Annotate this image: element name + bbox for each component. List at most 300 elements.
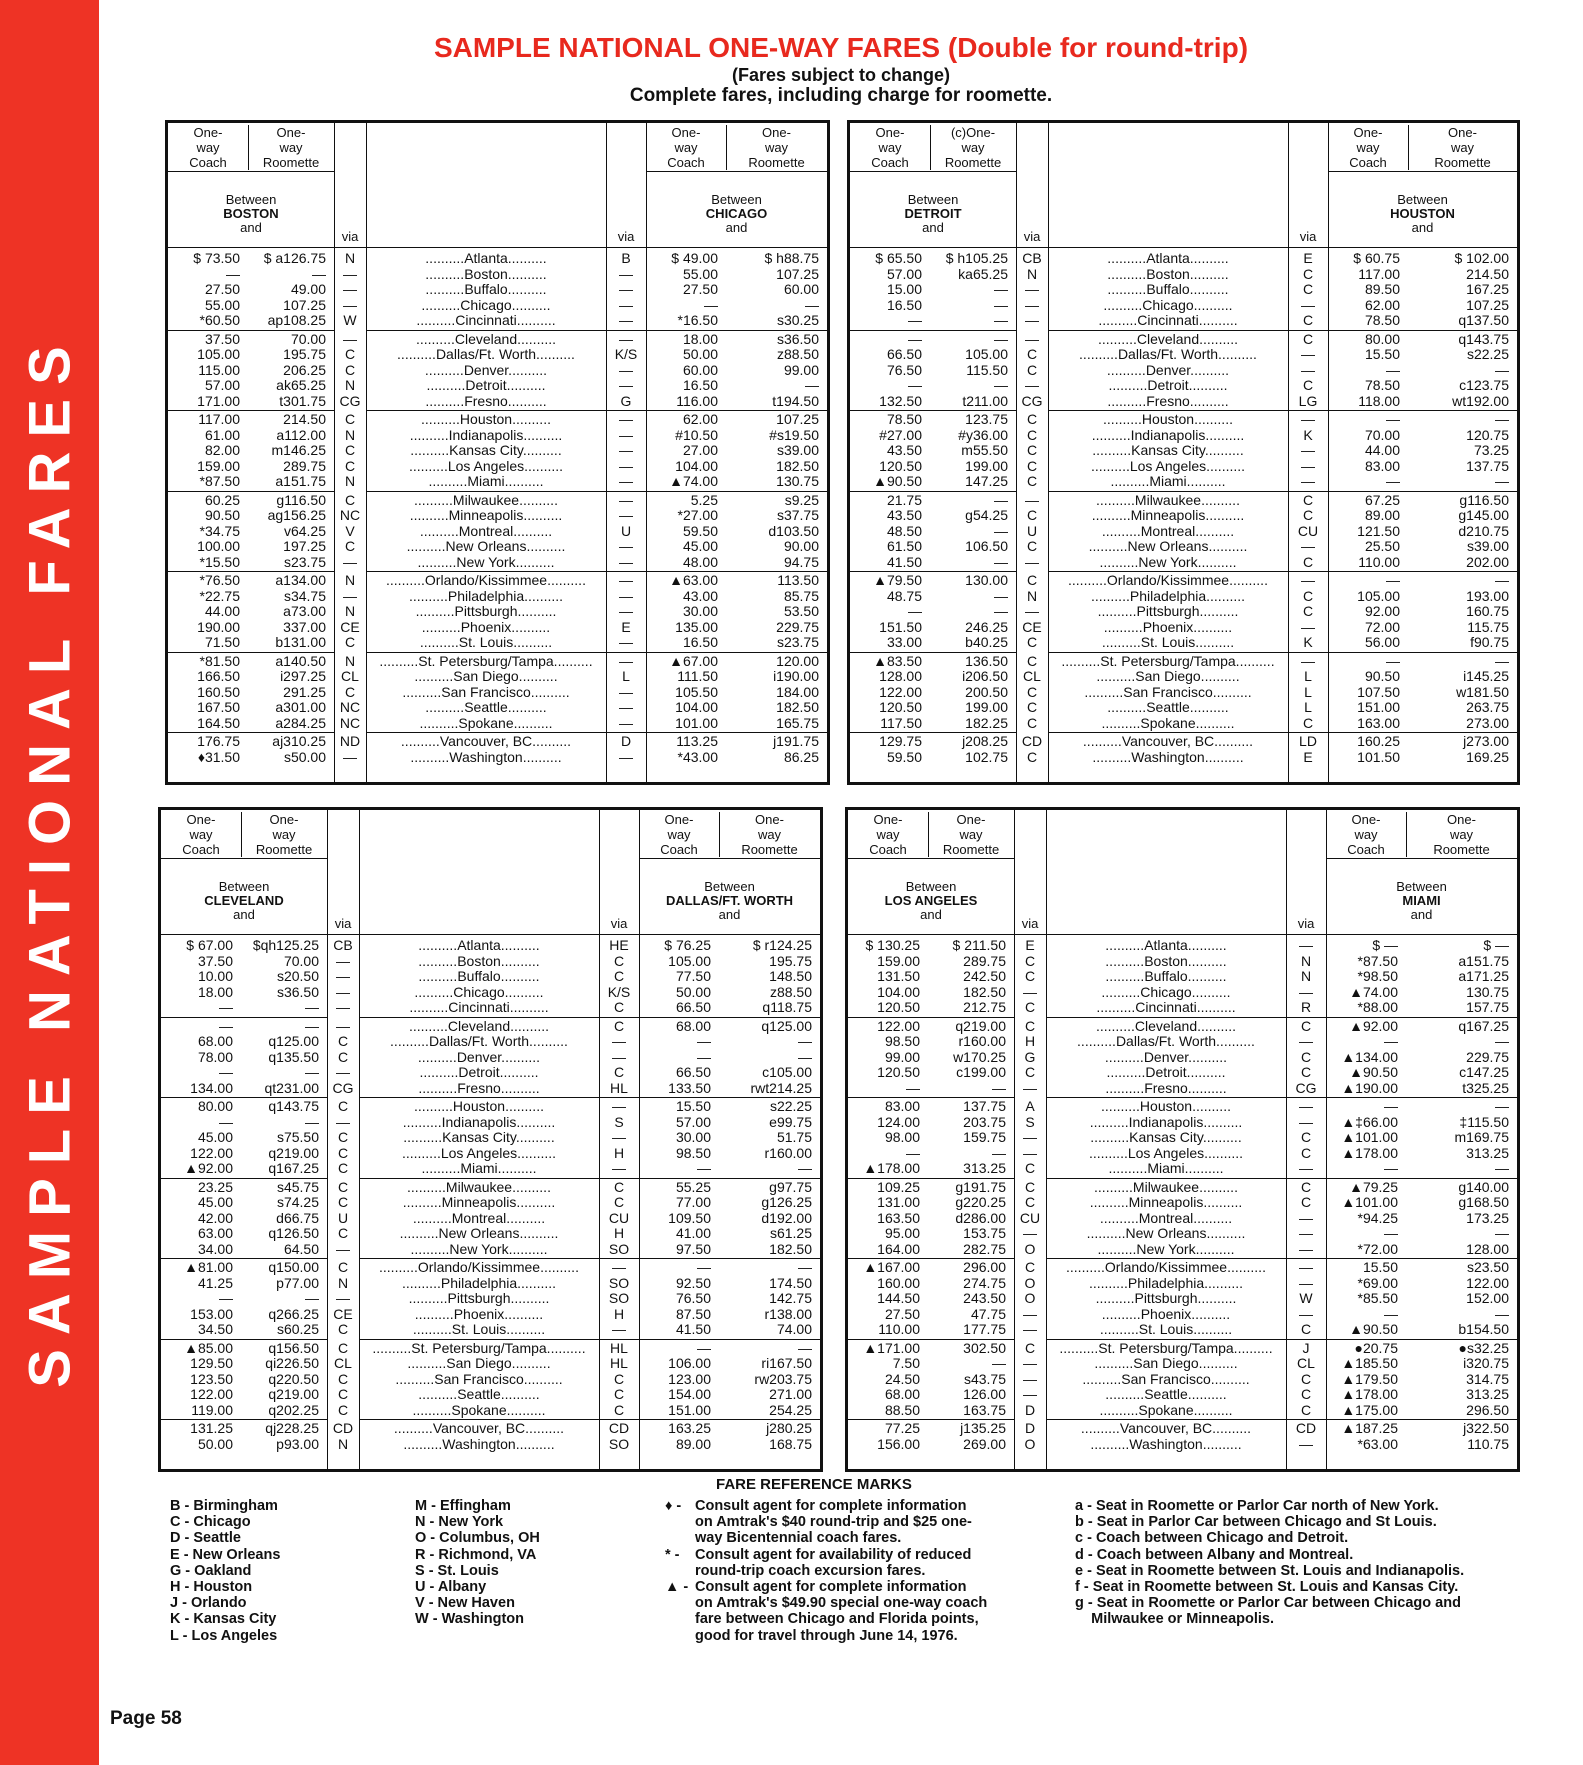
fare-coach-right: $ 76.25 — [664, 937, 711, 953]
legend-text: on Amtrak's $40 round-trip and $25 one- — [695, 1514, 972, 1531]
fare-coach-left: 61.50 — [886, 538, 922, 554]
fare-roomette-left: q220.50 — [268, 1370, 319, 1387]
via-label: via — [610, 916, 628, 931]
via-code-right: D — [620, 733, 632, 749]
city-name: ..........Los Angeles.......... — [401, 1145, 557, 1161]
fare-roomette-left: a134.00 — [275, 572, 326, 588]
city-name: ..........Houston.......... — [1101, 1099, 1231, 1114]
via-code-right: — — [619, 442, 633, 458]
via-code-left: C — [1024, 1064, 1036, 1080]
fare-roomette-right: 107.25 — [1466, 296, 1509, 313]
fare-coach-right: 83.00 — [1364, 457, 1400, 474]
fare-roomette-left: ag156.25 — [267, 507, 326, 523]
fare-coach-left: 43.50 — [886, 507, 922, 523]
fare-coach-right: — — [697, 1339, 711, 1356]
fare-roomette-right: 271.00 — [769, 1386, 812, 1402]
fare-coach-right: ▲74.00 — [669, 473, 718, 489]
row-group-divider — [1048, 330, 1288, 331]
legend-text: Consult agent for availability of reduced — [695, 1546, 972, 1563]
fare-coach-left: — — [226, 265, 240, 282]
fare-roomette-left: s34.75 — [283, 587, 326, 604]
via-code-left: — — [336, 968, 350, 984]
fare-roomette-left: 199.00 — [965, 457, 1008, 474]
city-name: ..........Pittsburgh.......... — [408, 1291, 550, 1306]
via-code-right: C — [1300, 1017, 1312, 1034]
between-city-left: Between BOSTON and — [223, 192, 279, 235]
via-code-left: CL — [341, 668, 359, 684]
legend-text: good for travel through June 14, 1976. — [695, 1627, 958, 1644]
fare-roomette-left: 102.75 — [965, 748, 1008, 765]
fare-coach-left: 68.00 — [884, 1386, 920, 1402]
fare-coach-right: 62.00 — [682, 411, 718, 427]
fare-coach-right: $ — — [1372, 937, 1398, 953]
fare-coach-left: 48.50 — [886, 522, 922, 539]
fare-roomette-right: s61.25 — [769, 1225, 812, 1241]
fare-coach-right: — — [697, 1033, 711, 1049]
fare-coach-right: — — [1386, 473, 1400, 489]
fare-coach-right: *98.50 — [1357, 968, 1398, 984]
fare-roomette-left: — — [994, 377, 1008, 393]
fare-roomette-right: 168.75 — [769, 1435, 812, 1452]
via-code-left: — — [1023, 1079, 1037, 1096]
fare-roomette-left: 214.50 — [283, 411, 326, 427]
city-name: ..........Vancouver, BC.......... — [400, 734, 572, 749]
via-label: via — [1299, 229, 1317, 244]
row-group-divider — [1288, 410, 1517, 411]
via-code-right: — — [612, 1098, 626, 1114]
city-name: ..........Seattle.......... — [1105, 1387, 1227, 1402]
legend-line: B - Birmingham — [170, 1498, 278, 1514]
fare-coach-right: 27.00 — [682, 442, 718, 458]
city-name: ..........Cleveland.......... — [408, 1018, 550, 1034]
via-code-left: C — [337, 1129, 349, 1145]
via-code-left: C — [1026, 572, 1038, 588]
fare-roomette-right: d210.75 — [1458, 522, 1509, 539]
fare-roomette-right: 167.25 — [1466, 281, 1509, 297]
page-number: Page 58 — [110, 1708, 182, 1729]
fare-coach-left: 68.00 — [197, 1033, 233, 1049]
fare-roomette-left: 47.75 — [970, 1305, 1006, 1322]
via-code-right: C — [1302, 603, 1314, 619]
via-code-right: U — [620, 522, 632, 539]
fare-roomette-right: s23.50 — [1466, 1259, 1509, 1275]
fare-coach-left: 63.00 — [197, 1225, 233, 1241]
fare-coach-right: 15.50 — [675, 1098, 711, 1114]
fare-coach-right: 45.00 — [682, 538, 718, 554]
fare-roomette-right: 73.25 — [1473, 442, 1509, 458]
fare-coach-left: 122.00 — [190, 1144, 233, 1161]
fare-roomette-right: s39.00 — [1466, 538, 1509, 554]
via-code-right: C — [1300, 1064, 1312, 1080]
via-code-left: C — [1026, 426, 1038, 443]
page-subtitle-2: Complete fares, including charge for roomette. — [629, 85, 1053, 106]
fare-roomette-right: c123.75 — [1459, 377, 1509, 393]
city-name: ..........Detroit.......... — [419, 1065, 539, 1080]
city-name: ..........Phoenix.......... — [421, 619, 551, 635]
fare-coach-left: 171.00 — [197, 392, 240, 409]
legend-line: e - Seat in Roomette between St. Louis and Indianapolis. — [1075, 1562, 1465, 1579]
city-name: ..........Buffalo.......... — [1105, 969, 1227, 984]
fare-coach-right: ▲179.50 — [1341, 1370, 1398, 1387]
fare-roomette-left: 159.75 — [963, 1129, 1006, 1145]
via-code-left: C — [344, 538, 356, 554]
fare-roomette-right: z88.50 — [776, 346, 819, 362]
row-group-divider — [1048, 491, 1288, 492]
fare-coach-left: 61.00 — [204, 426, 240, 443]
between-city-right: Between MIAMI and — [1396, 879, 1447, 922]
city-name: ..........St. Louis.......... — [419, 635, 553, 650]
fare-coach-left: ▲85.00 — [184, 1339, 233, 1356]
legend-line: a - Seat in Roomette or Parlor Car north of New York. — [1075, 1498, 1439, 1514]
via-code-right: — — [1299, 1240, 1313, 1257]
via-code-left: CB — [333, 937, 353, 953]
legend-line: R - Richmond, VA — [415, 1546, 537, 1563]
fare-roomette-left: 163.75 — [963, 1401, 1006, 1418]
fare-coach-left: 90.50 — [204, 507, 240, 523]
via-code-left: C — [337, 1033, 349, 1049]
fare-roomette-right: wt192.00 — [1452, 392, 1509, 409]
fare-coach-right: ▲178.00 — [1341, 1386, 1398, 1402]
via-code-right: H — [613, 1225, 625, 1241]
fare-roomette-right: g126.25 — [761, 1194, 812, 1210]
fare-roomette-right: g140.00 — [1458, 1178, 1509, 1195]
fare-coach-left: — — [219, 1017, 233, 1034]
city-name: ..........Spokane.......... — [1101, 715, 1235, 731]
via-code-right: — — [619, 714, 633, 731]
row-group-divider — [1046, 1178, 1286, 1179]
via-code-left: — — [1025, 296, 1039, 313]
via-code-right: C — [1302, 330, 1314, 347]
row-group-divider — [359, 1097, 599, 1098]
fare-roomette-right: 263.75 — [1466, 699, 1509, 715]
fare-roomette-right: $ h88.75 — [764, 250, 819, 266]
via-code-left: U — [337, 1209, 349, 1226]
via-code-right: C — [613, 999, 625, 1015]
fare-coach-right: 135.00 — [675, 618, 718, 635]
fare-roomette-left: 195.75 — [283, 346, 326, 362]
fare-coach-right: 87.50 — [675, 1305, 711, 1322]
via-code-right: — — [619, 330, 633, 347]
via-code-left: C — [337, 1386, 349, 1402]
via-code-left: C — [1024, 1178, 1036, 1195]
fare-roomette-left: g54.25 — [965, 507, 1008, 523]
via-code-right: — — [619, 457, 633, 474]
fare-coach-right: 113.25 — [676, 733, 718, 749]
via-code-right: — — [619, 748, 633, 765]
fare-coach-left: 18.00 — [197, 983, 233, 1000]
via-code-right: C — [613, 1194, 625, 1210]
row-group-divider — [1046, 1419, 1286, 1420]
fare-roomette-right: 148.50 — [769, 968, 812, 984]
via-code-right: C — [1300, 1144, 1312, 1161]
fare-coach-right: — — [704, 296, 718, 313]
fare-roomette-left: c199.00 — [956, 1064, 1006, 1080]
fare-roomette-left: qi226.50 — [265, 1355, 319, 1371]
fare-coach-left: — — [219, 999, 233, 1015]
fare-coach-left: 132.50 — [879, 392, 922, 409]
fare-coach-right: 90.50 — [1364, 668, 1400, 684]
fare-roomette-right: i190.00 — [773, 668, 819, 684]
fare-roomette-right: — — [805, 296, 819, 313]
fare-coach-right: ▲67.00 — [669, 652, 718, 669]
city-name: ..........Spokane.......... — [419, 715, 553, 731]
fare-coach-left: 153.00 — [190, 1305, 233, 1322]
fare-roomette-left: 274.75 — [963, 1274, 1006, 1291]
fare-roomette-left: 147.25 — [965, 473, 1008, 489]
city-name: ..........Minneapolis.......... — [409, 508, 563, 523]
via-code-right: C — [613, 1017, 625, 1034]
legend-symbol: ♦ - — [665, 1498, 682, 1514]
fare-coach-left: 80.00 — [197, 1098, 233, 1114]
city-name: ..........Spokane.......... — [1099, 1402, 1233, 1418]
fare-coach-left: 131.00 — [877, 1194, 920, 1210]
fare-roomette-left: ak65.25 — [276, 377, 326, 393]
via-code-right: C — [1302, 587, 1314, 604]
via-code-right: HL — [610, 1355, 628, 1371]
fare-coach-right: 16.50 — [682, 634, 718, 650]
via-code-left: N — [337, 1435, 349, 1452]
via-code-right: — — [1299, 1259, 1313, 1275]
fare-roomette-right: q143.75 — [1458, 330, 1509, 347]
via-code-right: — — [1301, 457, 1315, 474]
via-code-right: R — [1300, 999, 1312, 1015]
fare-roomette-left: j208.25 — [962, 733, 1008, 749]
page-title: SAMPLE NATIONAL ONE-WAY FARES (Double for round-trip) — [433, 32, 1249, 63]
fare-coach-left: $ 67.00 — [186, 937, 233, 953]
fare-roomette-right: 152.00 — [1466, 1290, 1509, 1306]
via-code-right: — — [619, 281, 633, 297]
fare-roomette-right: j273.00 — [1463, 733, 1509, 749]
fare-coach-left: ▲92.00 — [184, 1160, 233, 1176]
row-group-divider — [359, 1339, 599, 1340]
fare-coach-left: 110.00 — [878, 1321, 920, 1337]
fare-coach-right: ▲90.50 — [1349, 1321, 1398, 1337]
city-name: ..........Montreal.......... — [412, 1210, 546, 1226]
via-code-right: C — [1300, 1178, 1312, 1195]
fare-roomette-left: a73.00 — [283, 603, 326, 619]
fare-coach-left: 104.00 — [877, 983, 920, 1000]
fare-roomette-right: 214.50 — [1466, 265, 1509, 282]
fare-roomette-left: 182.25 — [965, 714, 1008, 731]
fare-roomette-left: p93.00 — [276, 1435, 319, 1452]
fare-coach-right: 27.50 — [682, 281, 718, 297]
fare-coach-right: 15.50 — [1364, 346, 1400, 362]
fare-roomette-right: — — [805, 377, 819, 393]
fare-roomette-right: e99.75 — [769, 1113, 812, 1130]
city-name: ..........Chicago.......... — [421, 297, 551, 313]
legend-line: f - Seat in Roomette between St. Louis and Kansas City. — [1075, 1579, 1459, 1596]
fare-roomette-right: 273.00 — [1466, 714, 1509, 731]
fare-roomette-right: g168.50 — [1458, 1194, 1509, 1210]
fare-roomette-left: 269.00 — [963, 1435, 1006, 1452]
fare-coach-left: 120.50 — [877, 999, 920, 1015]
fare-roomette-right: 120.00 — [776, 652, 819, 669]
fare-coach-right: 59.50 — [682, 522, 718, 539]
fare-coach-right: 89.00 — [675, 1435, 711, 1452]
fare-roomette-right: 182.50 — [776, 699, 819, 715]
legend-letter-codes — [1075, 1498, 1464, 1628]
fare-roomette-right: d192.00 — [761, 1209, 812, 1226]
fare-roomette-right: 130.75 — [776, 473, 819, 489]
row-group-divider — [1048, 652, 1288, 653]
coach-column-header: One- way Coach — [1347, 812, 1385, 857]
fare-coach-left: 34.50 — [197, 1321, 233, 1337]
via-code-left: N — [337, 1274, 349, 1291]
via-code-right: — — [619, 603, 633, 619]
via-code-right: C — [613, 1386, 625, 1402]
fare-coach-right: ▲74.00 — [1349, 983, 1398, 1000]
city-name: ..........Buffalo.......... — [1107, 282, 1229, 297]
row-group-divider — [359, 1178, 599, 1179]
via-code-right: C — [1302, 714, 1314, 731]
via-label: via — [617, 229, 635, 244]
via-code-left: — — [1025, 281, 1039, 297]
via-code-left: — — [336, 1240, 350, 1257]
fare-roomette-right: 53.50 — [783, 603, 819, 619]
city-name: ..........Phoenix.......... — [1103, 619, 1233, 635]
fare-roomette-right: 120.75 — [1466, 426, 1509, 443]
city-name: ..........Detroit.......... — [426, 378, 546, 393]
via-label: via — [1297, 916, 1315, 931]
city-name: ..........Orlando/Kissimmee.......... — [379, 1260, 579, 1275]
fare-roomette-left: — — [994, 522, 1008, 539]
city-name: ..........Fresno.......... — [1107, 393, 1229, 409]
city-name: ..........Miami.......... — [1108, 1161, 1224, 1176]
fare-roomette-left: 337.00 — [283, 618, 326, 635]
fare-coach-right: ▲‡66.00 — [1341, 1113, 1398, 1130]
via-code-left: C — [344, 361, 356, 378]
fare-roomette-right: 165.75 — [776, 714, 819, 731]
fare-coach-right: 44.00 — [1364, 442, 1400, 458]
fare-roomette-right: t325.25 — [1462, 1079, 1509, 1096]
coach-column-header: One- way Coach — [1349, 125, 1387, 170]
via-code-right: — — [612, 1259, 626, 1275]
city-name: ..........Dallas/Ft. Worth.......... — [1079, 347, 1257, 362]
fare-roomette-right: 202.00 — [1466, 553, 1509, 570]
fare-coach-left: 16.50 — [886, 296, 922, 313]
fare-coach-right: 43.00 — [682, 587, 718, 604]
city-name: ..........Denver.......... — [1106, 362, 1230, 378]
city-name: ..........Phoenix.......... — [1101, 1306, 1231, 1322]
fare-roomette-left: s75.50 — [276, 1129, 319, 1145]
fare-coach-right: — — [697, 1160, 711, 1176]
fare-coach-right: — — [697, 1259, 711, 1275]
fare-roomette-left: 203.75 — [963, 1113, 1006, 1130]
fare-coach-left: 45.00 — [197, 1129, 233, 1145]
fare-coach-right: ▲175.00 — [1341, 1401, 1398, 1418]
via-code-left: C — [1026, 714, 1038, 731]
fare-roomette-right: a171.25 — [1458, 968, 1509, 984]
via-code-left: N — [344, 426, 356, 443]
fare-roomette-right: ●s32.25 — [1458, 1339, 1509, 1356]
fare-coach-left: 160.50 — [197, 683, 240, 700]
city-name: ..........Kansas City.......... — [403, 1130, 555, 1145]
fare-roomette-left: 107.25 — [283, 296, 326, 313]
via-code-right: — — [612, 1321, 626, 1337]
fare-coach-right: 66.50 — [675, 999, 711, 1015]
fare-roomette-right: 314.75 — [1466, 1370, 1509, 1387]
city-name: ..........Orlando/Kissimmee.......... — [1066, 1260, 1266, 1275]
via-label: via — [341, 229, 359, 244]
fare-roomette-right: — — [798, 1160, 812, 1176]
via-code-left: N — [344, 572, 356, 588]
fare-coach-right: 80.00 — [1364, 330, 1400, 347]
fare-roomette-right: f90.75 — [1470, 634, 1509, 650]
via-code-right: H — [613, 1305, 625, 1322]
via-code-left: CE — [1022, 618, 1042, 635]
fare-coach-right: 105.50 — [675, 683, 718, 700]
via-code-right: HL — [610, 1339, 628, 1356]
fare-coach-right: 121.50 — [1357, 522, 1400, 539]
city-name: ..........New Orleans.......... — [1088, 539, 1248, 554]
between-city-right: Between HOUSTON and — [1390, 192, 1455, 235]
row-group-divider — [1048, 410, 1288, 411]
legend-line: C - Chicago — [170, 1514, 251, 1531]
fare-coach-right: ▲79.25 — [1349, 1178, 1398, 1195]
sidebar-title: SAMPLE NATIONAL FARES — [17, 332, 83, 1388]
fare-roomette-right: 85.75 — [783, 587, 819, 604]
fare-coach-right: 104.00 — [675, 699, 718, 715]
fare-roomette-left: 206.25 — [283, 361, 326, 378]
fare-roomette-left: 137.75 — [963, 1098, 1006, 1114]
via-code-right: C — [1302, 491, 1314, 508]
between-city-left: Between LOS ANGELES and — [884, 879, 978, 922]
subheader-divider — [161, 858, 327, 859]
header-divider — [850, 247, 1517, 248]
fare-roomette-right: s23.75 — [776, 634, 819, 650]
via-code-right: K — [1303, 634, 1313, 650]
fare-roomette-left: 130.00 — [965, 572, 1008, 588]
fare-roomette-left: a151.75 — [275, 473, 326, 489]
fare-roomette-right: 157.75 — [1466, 999, 1509, 1015]
via-code-right: — — [1299, 1160, 1313, 1176]
via-code-right: CG — [1295, 1079, 1317, 1096]
via-code-right: — — [1299, 937, 1313, 953]
via-code-left: CD — [1021, 733, 1043, 749]
fare-roomette-right: d103.50 — [768, 522, 819, 539]
fare-roomette-left: qj228.25 — [265, 1420, 319, 1436]
via-code-left: O — [1024, 1290, 1036, 1306]
fare-roomette-left: j135.25 — [960, 1420, 1006, 1436]
roomette-column-header: One- way Roomette — [1434, 125, 1491, 170]
fare-roomette-right: g116.50 — [1459, 491, 1509, 508]
via-code-right: — — [619, 296, 633, 313]
fare-roomette-right: i145.25 — [1463, 668, 1509, 684]
via-code-right: C — [613, 1370, 625, 1387]
fare-roomette-left: q219.00 — [268, 1386, 319, 1402]
fare-roomette-left: 49.00 — [290, 281, 326, 297]
fare-roomette-right: — — [1495, 361, 1509, 378]
via-code-left: C — [1026, 699, 1038, 715]
fare-coach-right: 77.00 — [675, 1194, 711, 1210]
fare-coach-right: 105.00 — [1357, 587, 1400, 604]
fare-roomette-left: aj310.25 — [272, 733, 326, 749]
fare-coach-left: ♦31.50 — [197, 748, 240, 765]
city-name: ..........Minneapolis.......... — [1091, 508, 1245, 523]
fare-roomette-left: 313.25 — [963, 1160, 1006, 1176]
fare-roomette-right: 90.00 — [783, 538, 819, 554]
fare-coach-left: 44.00 — [204, 603, 240, 619]
fare-coach-right: 106.00 — [668, 1355, 711, 1371]
city-name: ..........Los Angeles.......... — [1090, 458, 1246, 474]
fare-roomette-left: 282.75 — [963, 1240, 1006, 1257]
fare-coach-left: — — [906, 1144, 920, 1161]
fare-roomette-left: d286.00 — [955, 1209, 1006, 1226]
city-name: ..........Buffalo.......... — [425, 282, 547, 297]
fare-roomette-left: g191.75 — [955, 1178, 1006, 1195]
fare-roomette-left: $ a126.75 — [263, 250, 326, 266]
fare-coach-right: ▲101.00 — [1341, 1129, 1398, 1145]
